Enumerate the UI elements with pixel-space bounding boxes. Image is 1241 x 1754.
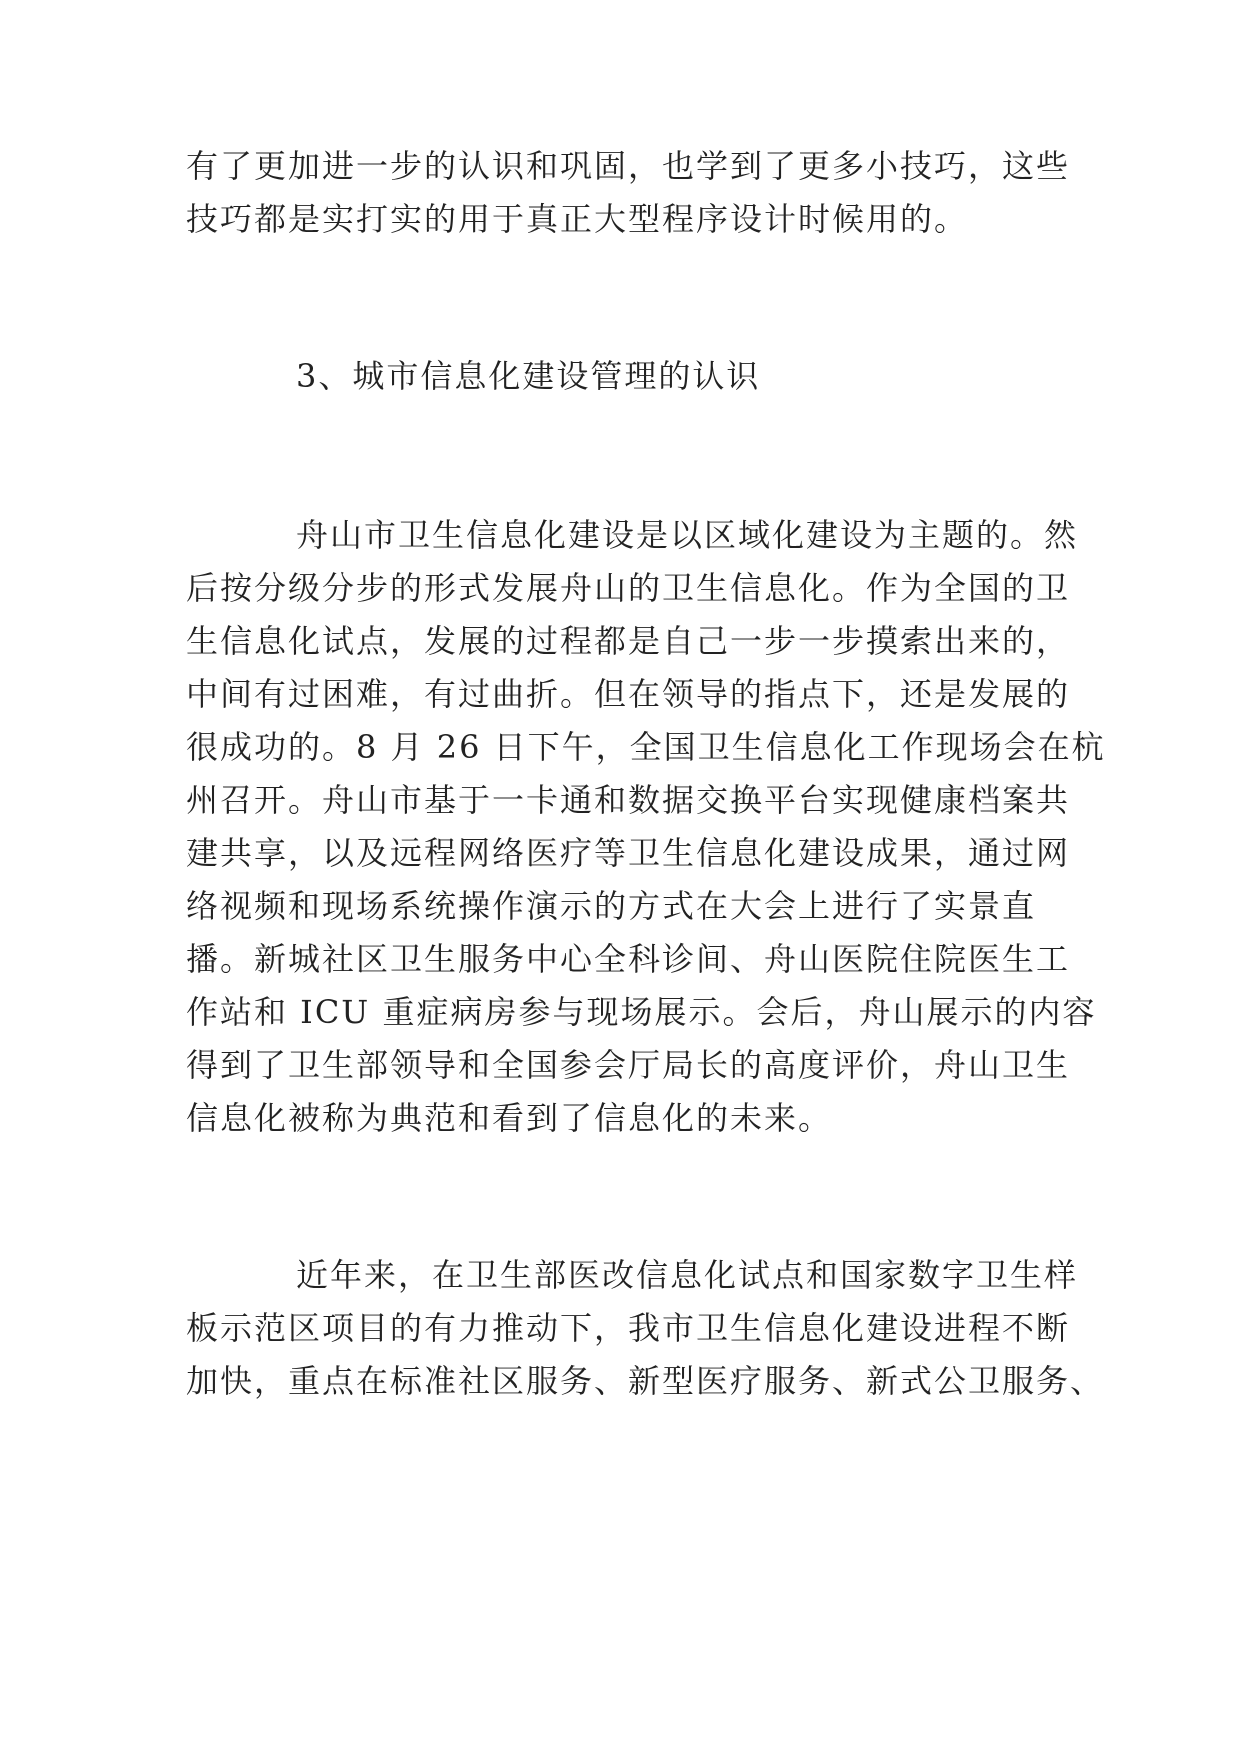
paragraph-2-line-3: 生信息化试点，发展的过程都是自己一步一步摸索出来的， (186, 622, 1071, 660)
paragraph-3-line-2: 板示范区项目的有力推动下，我市卫生信息化建设进程不断 (186, 1309, 1071, 1347)
section-heading: 3、城市信息化建设管理的认识 (296, 357, 761, 395)
paragraph-1-line-1: 有了更加进一步的认识和巩固，也学到了更多小技巧，这些 (186, 147, 1071, 185)
paragraph-2-line-11: 得到了卫生部领导和全国参会厅局长的高度评价，舟山卫生 (186, 1046, 1071, 1084)
paragraph-2-line-4: 中间有过困难，有过曲折。但在领导的指点下，还是发展的 (186, 675, 1071, 713)
paragraph-2-line-7: 建共享，以及远程网络医疗等卫生信息化建设成果，通过网 (186, 834, 1071, 872)
paragraph-3-line-1: 近年来，在卫生部医改信息化试点和国家数字卫生样 (296, 1256, 1079, 1294)
paragraph-2-line-12: 信息化被称为典范和看到了信息化的未来。 (186, 1099, 833, 1137)
paragraph-2-line-1: 舟山市卫生信息化建设是以区域化建设为主题的。然 (296, 516, 1079, 554)
paragraph-2-line-10: 作站和 ICU 重症病房参与现场展示。会后，舟山展示的内容 (186, 993, 1097, 1031)
paragraph-2-line-9: 播。新城社区卫生服务中心全科诊间、舟山医院住院医生工 (186, 940, 1071, 978)
paragraph-2-line-5: 很成功的。8 月 26 日下午，全国卫生信息化工作现场会在杭 (186, 728, 1106, 766)
paragraph-1-line-2: 技巧都是实打实的用于真正大型程序设计时候用的。 (186, 200, 969, 238)
paragraph-2-line-2: 后按分级分步的形式发展舟山的卫生信息化。作为全国的卫 (186, 569, 1071, 607)
paragraph-2-line-6: 州召开。舟山市基于一卡通和数据交换平台实现健康档案共 (186, 781, 1071, 819)
paragraph-2-line-8: 络视频和现场系统操作演示的方式在大会上进行了实景直 (186, 887, 1037, 925)
paragraph-3-line-3: 加快，重点在标准社区服务、新型医疗服务、新式公卫服务、 (186, 1362, 1105, 1400)
